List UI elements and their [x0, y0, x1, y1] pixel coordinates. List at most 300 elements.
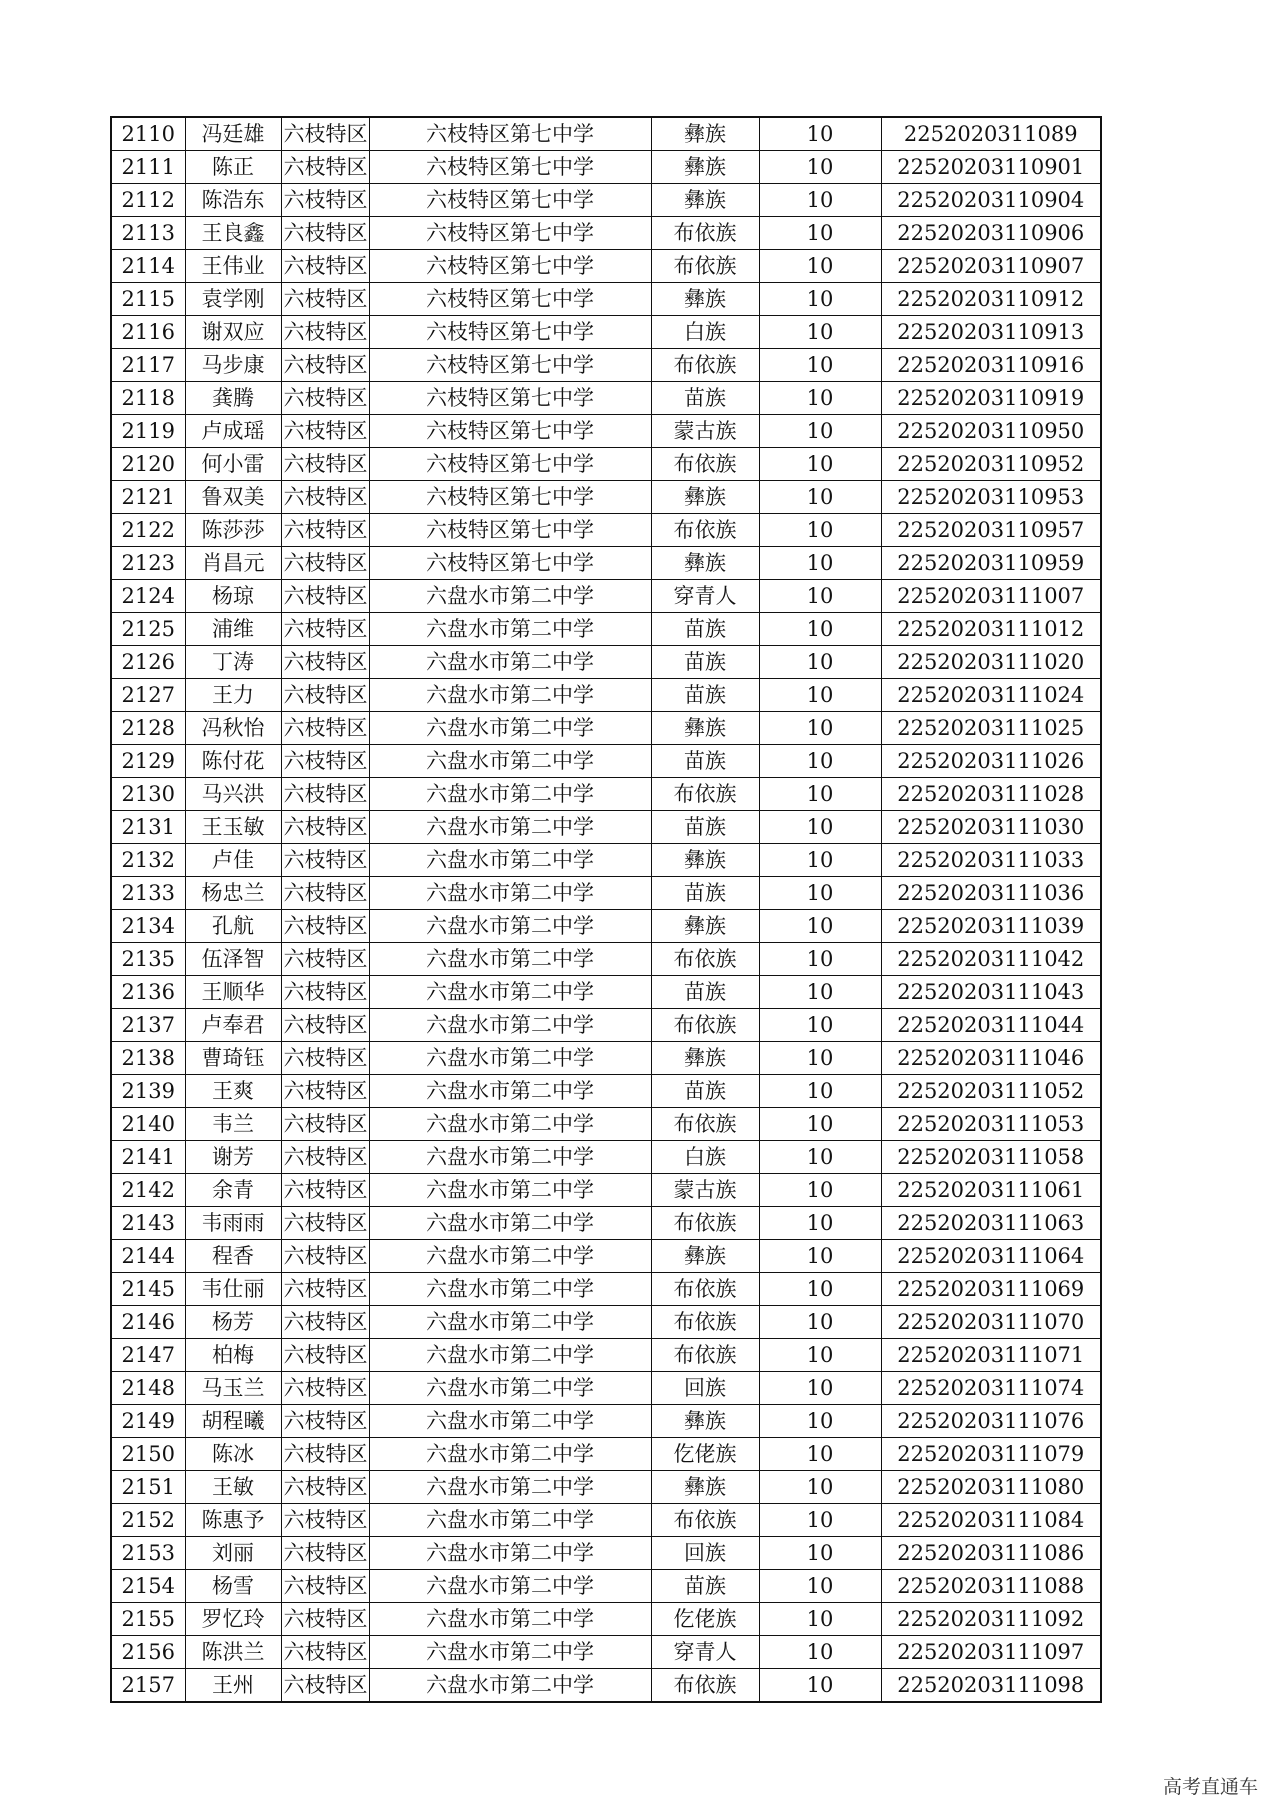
- cell-score: 10: [759, 910, 881, 943]
- cell-name: 陈正: [185, 151, 281, 184]
- cell-district: 六枝特区: [281, 514, 369, 547]
- cell-exam-id: 22520203111007: [881, 580, 1101, 613]
- cell-ethnicity: 白族: [651, 1141, 759, 1174]
- cell-exam-id: 22520203111024: [881, 679, 1101, 712]
- cell-name: 孔航: [185, 910, 281, 943]
- cell-name: 韦仕丽: [185, 1273, 281, 1306]
- cell-seq: 2138: [111, 1042, 185, 1075]
- table-row: [111, 1438, 1101, 1471]
- cell-school: 六盘水市第二中学: [369, 1273, 651, 1306]
- cell-name: 王爽: [185, 1075, 281, 1108]
- cell-score: 10: [759, 745, 881, 778]
- cell-school: 六盘水市第二中学: [369, 1504, 651, 1537]
- cell-name: 冯廷雄: [185, 117, 281, 151]
- cell-ethnicity: 彝族: [651, 547, 759, 580]
- cell-district: 六枝特区: [281, 1339, 369, 1372]
- cell-name: 王顺华: [185, 976, 281, 1009]
- cell-exam-id: 22520203111076: [881, 1405, 1101, 1438]
- table-row: [111, 250, 1101, 283]
- cell-exam-id: 22520203110952: [881, 448, 1101, 481]
- cell-name: 陈付花: [185, 745, 281, 778]
- cell-ethnicity: 蒙古族: [651, 1174, 759, 1207]
- table-row: [111, 1504, 1101, 1537]
- cell-name: 杨忠兰: [185, 877, 281, 910]
- cell-name: 马玉兰: [185, 1372, 281, 1405]
- cell-school: 六枝特区第七中学: [369, 117, 651, 151]
- cell-school: 六盘水市第二中学: [369, 613, 651, 646]
- cell-seq: 2145: [111, 1273, 185, 1306]
- cell-seq: 2110: [111, 117, 185, 151]
- cell-name: 鲁双美: [185, 481, 281, 514]
- cell-ethnicity: 布依族: [651, 1306, 759, 1339]
- cell-score: 10: [759, 679, 881, 712]
- cell-exam-id: 22520203111043: [881, 976, 1101, 1009]
- table-row: [111, 1273, 1101, 1306]
- cell-score: 10: [759, 151, 881, 184]
- cell-seq: 2157: [111, 1669, 185, 1703]
- cell-district: 六枝特区: [281, 283, 369, 316]
- cell-ethnicity: 苗族: [651, 1075, 759, 1108]
- cell-name: 杨雪: [185, 1570, 281, 1603]
- cell-school: 六盘水市第二中学: [369, 1075, 651, 1108]
- cell-seq: 2144: [111, 1240, 185, 1273]
- cell-ethnicity: 布依族: [651, 514, 759, 547]
- cell-ethnicity: 苗族: [651, 679, 759, 712]
- cell-score: 10: [759, 1240, 881, 1273]
- cell-school: 六枝特区第七中学: [369, 283, 651, 316]
- cell-score: 10: [759, 1306, 881, 1339]
- cell-name: 袁学刚: [185, 283, 281, 316]
- cell-ethnicity: 彝族: [651, 712, 759, 745]
- cell-school: 六盘水市第二中学: [369, 1636, 651, 1669]
- cell-district: 六枝特区: [281, 745, 369, 778]
- table-row: [111, 910, 1101, 943]
- cell-district: 六枝特区: [281, 1603, 369, 1636]
- cell-school: 六盘水市第二中学: [369, 679, 651, 712]
- cell-district: 六枝特区: [281, 712, 369, 745]
- table-row: [111, 1372, 1101, 1405]
- table-row: [111, 1636, 1101, 1669]
- cell-score: 10: [759, 514, 881, 547]
- cell-district: 六枝特区: [281, 117, 369, 151]
- table-row: [111, 117, 1101, 151]
- cell-exam-id: 22520203111042: [881, 943, 1101, 976]
- cell-name: 谢芳: [185, 1141, 281, 1174]
- cell-seq: 2154: [111, 1570, 185, 1603]
- cell-school: 六枝特区第七中学: [369, 448, 651, 481]
- cell-ethnicity: 布依族: [651, 778, 759, 811]
- cell-score: 10: [759, 250, 881, 283]
- cell-district: 六枝特区: [281, 448, 369, 481]
- table-row: [111, 943, 1101, 976]
- cell-seq: 2136: [111, 976, 185, 1009]
- cell-score: 10: [759, 844, 881, 877]
- cell-score: 10: [759, 1141, 881, 1174]
- cell-ethnicity: 穿青人: [651, 580, 759, 613]
- cell-district: 六枝特区: [281, 679, 369, 712]
- cell-seq: 2125: [111, 613, 185, 646]
- cell-score: 10: [759, 1636, 881, 1669]
- cell-score: 10: [759, 1603, 881, 1636]
- cell-name: 刘丽: [185, 1537, 281, 1570]
- table-row: [111, 316, 1101, 349]
- cell-district: 六枝特区: [281, 1108, 369, 1141]
- cell-name: 冯秋怡: [185, 712, 281, 745]
- cell-name: 陈惠予: [185, 1504, 281, 1537]
- table-row: [111, 382, 1101, 415]
- table-row: [111, 1537, 1101, 1570]
- table-row: [111, 1405, 1101, 1438]
- cell-exam-id: 22520203111012: [881, 613, 1101, 646]
- cell-school: 六盘水市第二中学: [369, 1405, 651, 1438]
- cell-district: 六枝特区: [281, 943, 369, 976]
- cell-district: 六枝特区: [281, 1537, 369, 1570]
- cell-district: 六枝特区: [281, 1141, 369, 1174]
- cell-ethnicity: 彝族: [651, 1471, 759, 1504]
- cell-ethnicity: 苗族: [651, 877, 759, 910]
- cell-score: 10: [759, 382, 881, 415]
- table-row: [111, 415, 1101, 448]
- cell-school: 六盘水市第二中学: [369, 1306, 651, 1339]
- cell-name: 卢成瑶: [185, 415, 281, 448]
- cell-score: 10: [759, 217, 881, 250]
- cell-seq: 2119: [111, 415, 185, 448]
- cell-score: 10: [759, 448, 881, 481]
- cell-school: 六盘水市第二中学: [369, 1570, 651, 1603]
- cell-score: 10: [759, 1669, 881, 1703]
- cell-district: 六枝特区: [281, 1009, 369, 1042]
- cell-district: 六枝特区: [281, 1273, 369, 1306]
- cell-score: 10: [759, 1207, 881, 1240]
- cell-name: 伍泽智: [185, 943, 281, 976]
- table-row: [111, 1339, 1101, 1372]
- cell-seq: 2153: [111, 1537, 185, 1570]
- cell-ethnicity: 苗族: [651, 1570, 759, 1603]
- cell-name: 余青: [185, 1174, 281, 1207]
- cell-ethnicity: 回族: [651, 1537, 759, 1570]
- cell-district: 六枝特区: [281, 1174, 369, 1207]
- cell-ethnicity: 彝族: [651, 283, 759, 316]
- cell-seq: 2121: [111, 481, 185, 514]
- cell-school: 六盘水市第二中学: [369, 1009, 651, 1042]
- cell-school: 六盘水市第二中学: [369, 1438, 651, 1471]
- cell-ethnicity: 苗族: [651, 745, 759, 778]
- cell-seq: 2127: [111, 679, 185, 712]
- cell-district: 六枝特区: [281, 1669, 369, 1703]
- cell-exam-id: 22520203111086: [881, 1537, 1101, 1570]
- cell-exam-id: 22520203111044: [881, 1009, 1101, 1042]
- cell-name: 王良鑫: [185, 217, 281, 250]
- cell-score: 10: [759, 1570, 881, 1603]
- cell-score: 10: [759, 1174, 881, 1207]
- cell-seq: 2129: [111, 745, 185, 778]
- cell-seq: 2133: [111, 877, 185, 910]
- cell-seq: 2139: [111, 1075, 185, 1108]
- cell-exam-id: 22520203111070: [881, 1306, 1101, 1339]
- table-row: [111, 580, 1101, 613]
- cell-exam-id: 22520203111033: [881, 844, 1101, 877]
- cell-name: 陈冰: [185, 1438, 281, 1471]
- table-row: [111, 1306, 1101, 1339]
- cell-score: 10: [759, 613, 881, 646]
- cell-ethnicity: 布依族: [651, 448, 759, 481]
- cell-school: 六盘水市第二中学: [369, 1042, 651, 1075]
- cell-district: 六枝特区: [281, 1372, 369, 1405]
- cell-score: 10: [759, 1009, 881, 1042]
- cell-seq: 2123: [111, 547, 185, 580]
- cell-score: 10: [759, 976, 881, 1009]
- student-list-table: [110, 116, 1102, 1703]
- cell-exam-id: 22520203111046: [881, 1042, 1101, 1075]
- cell-ethnicity: 彝族: [651, 1240, 759, 1273]
- table-row: [111, 844, 1101, 877]
- cell-seq: 2132: [111, 844, 185, 877]
- cell-ethnicity: 穿青人: [651, 1636, 759, 1669]
- cell-school: 六枝特区第七中学: [369, 481, 651, 514]
- cell-score: 10: [759, 1042, 881, 1075]
- cell-school: 六盘水市第二中学: [369, 1669, 651, 1703]
- table-row: [111, 1207, 1101, 1240]
- cell-school: 六盘水市第二中学: [369, 1339, 651, 1372]
- cell-ethnicity: 彝族: [651, 481, 759, 514]
- table-row: [111, 1240, 1101, 1273]
- table-row: [111, 481, 1101, 514]
- cell-district: 六枝特区: [281, 1405, 369, 1438]
- cell-school: 六枝特区第七中学: [369, 184, 651, 217]
- cell-seq: 2135: [111, 943, 185, 976]
- table-row: [111, 1075, 1101, 1108]
- cell-seq: 2124: [111, 580, 185, 613]
- cell-school: 六枝特区第七中学: [369, 514, 651, 547]
- cell-ethnicity: 仡佬族: [651, 1603, 759, 1636]
- cell-name: 何小雷: [185, 448, 281, 481]
- table-row: [111, 1669, 1101, 1703]
- cell-seq: 2156: [111, 1636, 185, 1669]
- cell-school: 六枝特区第七中学: [369, 382, 651, 415]
- cell-name: 陈洪兰: [185, 1636, 281, 1669]
- cell-school: 六枝特区第七中学: [369, 151, 651, 184]
- cell-ethnicity: 苗族: [651, 811, 759, 844]
- cell-exam-id: 22520203111061: [881, 1174, 1101, 1207]
- cell-exam-id: 22520203110959: [881, 547, 1101, 580]
- cell-seq: 2114: [111, 250, 185, 283]
- cell-exam-id: 22520203111069: [881, 1273, 1101, 1306]
- cell-school: 六盘水市第二中学: [369, 1471, 651, 1504]
- cell-seq: 2120: [111, 448, 185, 481]
- cell-seq: 2140: [111, 1108, 185, 1141]
- cell-seq: 2134: [111, 910, 185, 943]
- cell-score: 10: [759, 1405, 881, 1438]
- cell-district: 六枝特区: [281, 349, 369, 382]
- cell-ethnicity: 彝族: [651, 151, 759, 184]
- cell-district: 六枝特区: [281, 646, 369, 679]
- cell-district: 六枝特区: [281, 1570, 369, 1603]
- cell-ethnicity: 彝族: [651, 1042, 759, 1075]
- cell-name: 王玉敏: [185, 811, 281, 844]
- cell-seq: 2150: [111, 1438, 185, 1471]
- cell-exam-id: 22520203111080: [881, 1471, 1101, 1504]
- cell-score: 10: [759, 811, 881, 844]
- cell-seq: 2152: [111, 1504, 185, 1537]
- cell-school: 六盘水市第二中学: [369, 745, 651, 778]
- cell-exam-id: 22520203111074: [881, 1372, 1101, 1405]
- cell-exam-id: 22520203111097: [881, 1636, 1101, 1669]
- cell-district: 六枝特区: [281, 1306, 369, 1339]
- cell-seq: 2115: [111, 283, 185, 316]
- cell-seq: 2147: [111, 1339, 185, 1372]
- cell-name: 杨芳: [185, 1306, 281, 1339]
- cell-seq: 2148: [111, 1372, 185, 1405]
- table-row: [111, 976, 1101, 1009]
- cell-exam-id: 22520203110904: [881, 184, 1101, 217]
- cell-exam-id: 22520203111020: [881, 646, 1101, 679]
- cell-name: 曹琦钰: [185, 1042, 281, 1075]
- cell-district: 六枝特区: [281, 382, 369, 415]
- table-row: [111, 349, 1101, 382]
- cell-district: 六枝特区: [281, 1075, 369, 1108]
- cell-score: 10: [759, 1537, 881, 1570]
- cell-name: 柏梅: [185, 1339, 281, 1372]
- cell-name: 王州: [185, 1669, 281, 1703]
- cell-score: 10: [759, 1273, 881, 1306]
- cell-exam-id: 22520203110953: [881, 481, 1101, 514]
- cell-school: 六枝特区第七中学: [369, 547, 651, 580]
- cell-score: 10: [759, 316, 881, 349]
- table-body: [111, 117, 1101, 1702]
- cell-name: 王敏: [185, 1471, 281, 1504]
- table-row: [111, 811, 1101, 844]
- cell-seq: 2141: [111, 1141, 185, 1174]
- cell-district: 六枝特区: [281, 1240, 369, 1273]
- cell-exam-id: 22520203111058: [881, 1141, 1101, 1174]
- table-row: [111, 1141, 1101, 1174]
- table-row: [111, 514, 1101, 547]
- cell-seq: 2151: [111, 1471, 185, 1504]
- cell-seq: 2118: [111, 382, 185, 415]
- cell-name: 龚腾: [185, 382, 281, 415]
- cell-exam-id: 22520203110919: [881, 382, 1101, 415]
- watermark-text: 高考直通车: [1162, 1776, 1258, 1798]
- cell-ethnicity: 布依族: [651, 217, 759, 250]
- cell-exam-id: 22520203110912: [881, 283, 1101, 316]
- cell-ethnicity: 彝族: [651, 844, 759, 877]
- cell-ethnicity: 彝族: [651, 1405, 759, 1438]
- cell-ethnicity: 布依族: [651, 1669, 759, 1703]
- cell-school: 六盘水市第二中学: [369, 1207, 651, 1240]
- cell-exam-id: 22520203111026: [881, 745, 1101, 778]
- table-row: [111, 712, 1101, 745]
- cell-district: 六枝特区: [281, 217, 369, 250]
- table-row: [111, 1042, 1101, 1075]
- table-row: [111, 778, 1101, 811]
- cell-district: 六枝特区: [281, 316, 369, 349]
- cell-seq: 2116: [111, 316, 185, 349]
- cell-exam-id: 22520203111028: [881, 778, 1101, 811]
- cell-score: 10: [759, 877, 881, 910]
- cell-school: 六盘水市第二中学: [369, 646, 651, 679]
- cell-exam-id: 2252020311089: [881, 117, 1101, 151]
- cell-ethnicity: 苗族: [651, 976, 759, 1009]
- table-row: [111, 679, 1101, 712]
- cell-school: 六盘水市第二中学: [369, 1108, 651, 1141]
- cell-district: 六枝特区: [281, 580, 369, 613]
- cell-score: 10: [759, 1504, 881, 1537]
- cell-ethnicity: 布依族: [651, 1339, 759, 1372]
- cell-name: 陈莎莎: [185, 514, 281, 547]
- cell-ethnicity: 布依族: [651, 349, 759, 382]
- cell-district: 六枝特区: [281, 250, 369, 283]
- cell-district: 六枝特区: [281, 1471, 369, 1504]
- cell-ethnicity: 布依族: [651, 1273, 759, 1306]
- table-row: [111, 448, 1101, 481]
- cell-school: 六枝特区第七中学: [369, 250, 651, 283]
- cell-name: 罗忆玲: [185, 1603, 281, 1636]
- cell-seq: 2112: [111, 184, 185, 217]
- cell-school: 六枝特区第七中学: [369, 349, 651, 382]
- table-row: [111, 184, 1101, 217]
- cell-exam-id: 22520203111025: [881, 712, 1101, 745]
- table-row: [111, 283, 1101, 316]
- cell-exam-id: 22520203111079: [881, 1438, 1101, 1471]
- cell-name: 韦兰: [185, 1108, 281, 1141]
- cell-seq: 2149: [111, 1405, 185, 1438]
- cell-exam-id: 22520203110913: [881, 316, 1101, 349]
- cell-exam-id: 22520203111064: [881, 1240, 1101, 1273]
- cell-school: 六盘水市第二中学: [369, 910, 651, 943]
- cell-name: 程香: [185, 1240, 281, 1273]
- cell-seq: 2126: [111, 646, 185, 679]
- cell-score: 10: [759, 1372, 881, 1405]
- cell-school: 六枝特区第七中学: [369, 217, 651, 250]
- cell-name: 王伟业: [185, 250, 281, 283]
- cell-school: 六盘水市第二中学: [369, 1537, 651, 1570]
- cell-score: 10: [759, 712, 881, 745]
- cell-school: 六盘水市第二中学: [369, 976, 651, 1009]
- cell-district: 六枝特区: [281, 415, 369, 448]
- cell-name: 陈浩东: [185, 184, 281, 217]
- cell-score: 10: [759, 481, 881, 514]
- table-row: [111, 547, 1101, 580]
- cell-score: 10: [759, 943, 881, 976]
- cell-name: 马兴洪: [185, 778, 281, 811]
- cell-ethnicity: 蒙古族: [651, 415, 759, 448]
- cell-exam-id: 22520203111088: [881, 1570, 1101, 1603]
- cell-ethnicity: 布依族: [651, 250, 759, 283]
- cell-seq: 2137: [111, 1009, 185, 1042]
- table-row: [111, 1603, 1101, 1636]
- cell-school: 六盘水市第二中学: [369, 1240, 651, 1273]
- cell-exam-id: 22520203111039: [881, 910, 1101, 943]
- cell-seq: 2131: [111, 811, 185, 844]
- cell-district: 六枝特区: [281, 877, 369, 910]
- cell-school: 六枝特区第七中学: [369, 415, 651, 448]
- cell-seq: 2143: [111, 1207, 185, 1240]
- cell-score: 10: [759, 184, 881, 217]
- cell-school: 六盘水市第二中学: [369, 1141, 651, 1174]
- cell-seq: 2128: [111, 712, 185, 745]
- table-row: [111, 1471, 1101, 1504]
- cell-score: 10: [759, 1438, 881, 1471]
- cell-school: 六盘水市第二中学: [369, 877, 651, 910]
- cell-name: 马步康: [185, 349, 281, 382]
- cell-score: 10: [759, 778, 881, 811]
- cell-exam-id: 22520203111053: [881, 1108, 1101, 1141]
- cell-ethnicity: 布依族: [651, 1207, 759, 1240]
- cell-seq: 2111: [111, 151, 185, 184]
- cell-exam-id: 22520203111052: [881, 1075, 1101, 1108]
- cell-ethnicity: 彝族: [651, 184, 759, 217]
- cell-ethnicity: 白族: [651, 316, 759, 349]
